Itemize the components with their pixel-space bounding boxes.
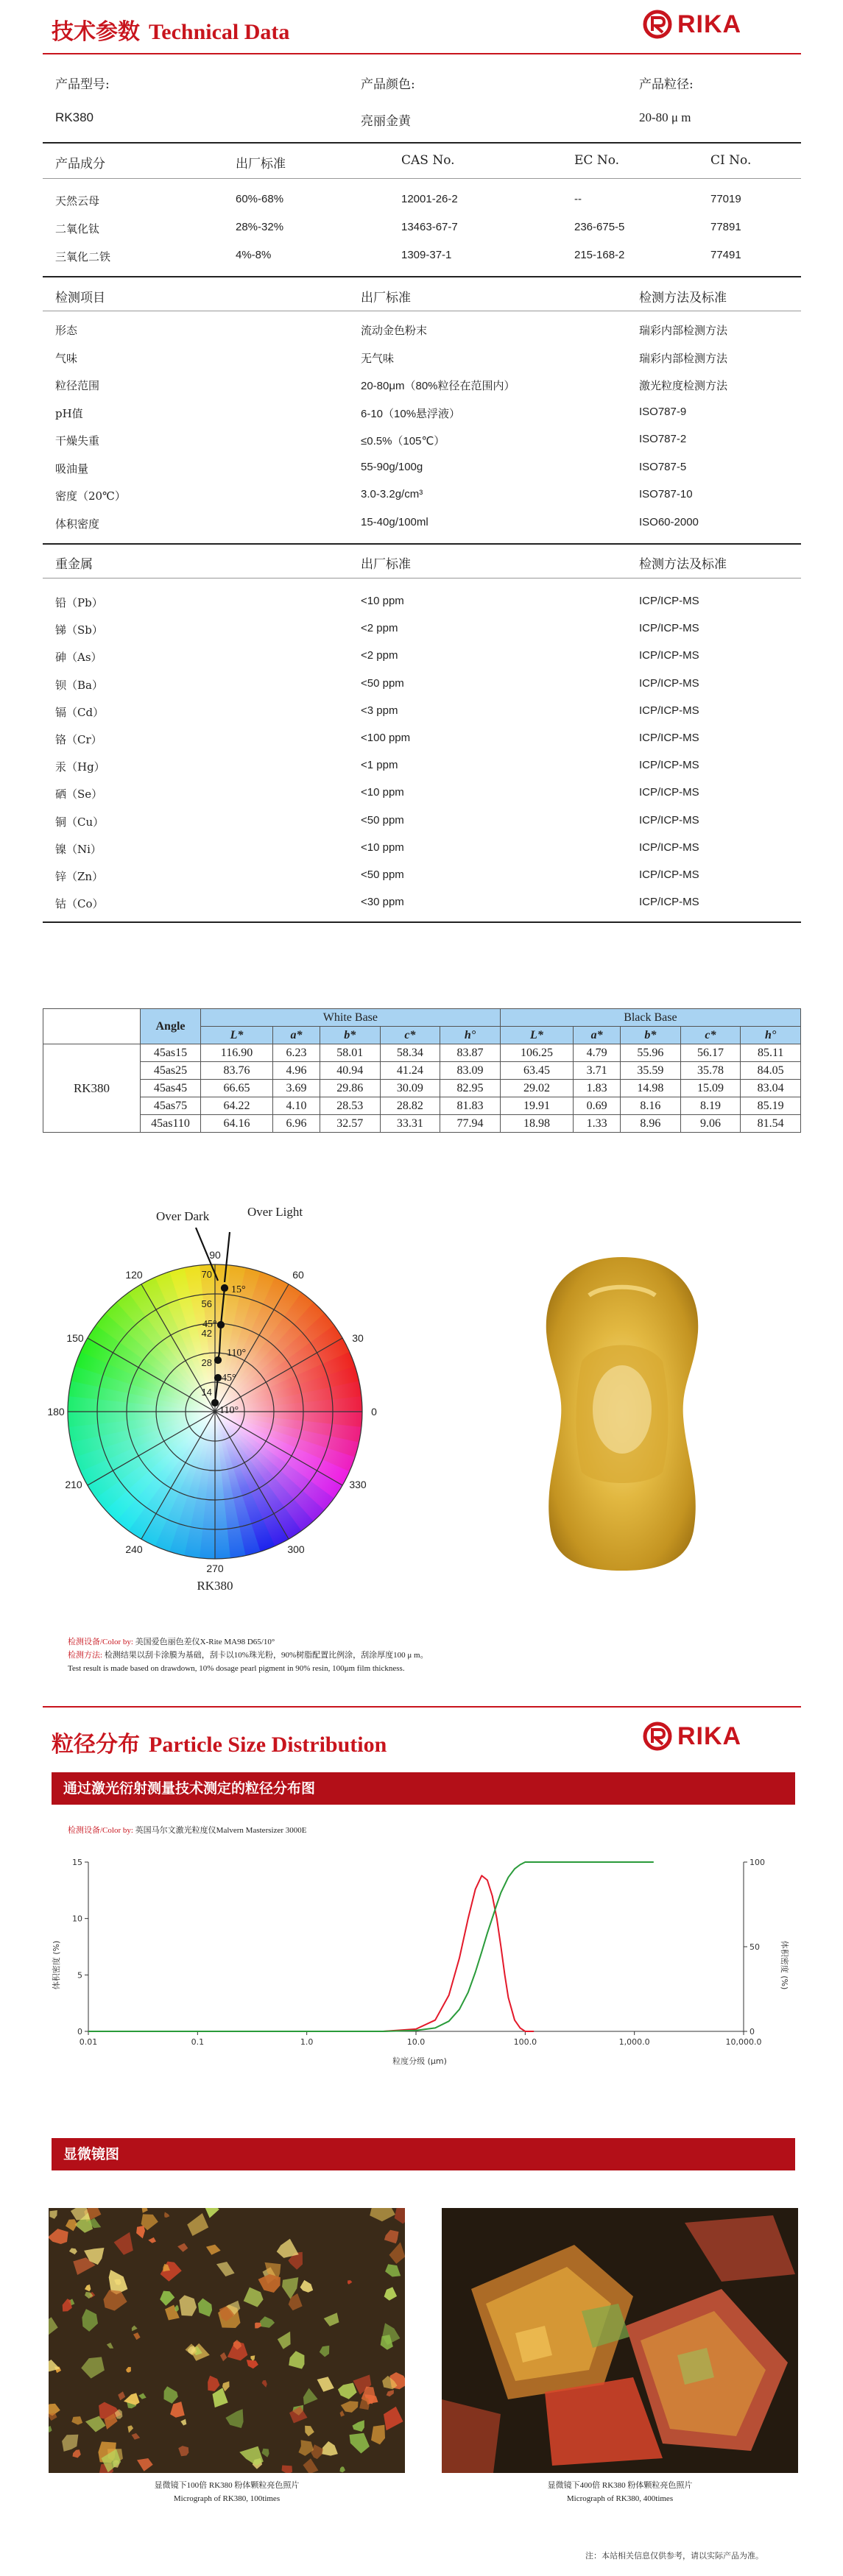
x-tick-label: 100.0: [513, 2037, 537, 2047]
white-value: 81.83: [440, 1097, 501, 1115]
point-45-dark: [215, 1375, 221, 1381]
deg-90: 90: [209, 1249, 221, 1261]
model-label: 产品型号:: [55, 77, 110, 92]
tests-cell: 无气味: [361, 351, 395, 365]
white-value: 83.87: [440, 1044, 501, 1062]
color-value: 亮丽金黄: [361, 114, 411, 129]
deg-120: 120: [125, 1269, 143, 1281]
composition-cell: 13463-67-7: [401, 221, 458, 233]
metals-cell: 砷（As）: [55, 651, 102, 665]
psd-title-zh: 粒径分布: [52, 1733, 140, 1757]
psd-series: [88, 1862, 654, 2031]
composition-cell: 77891: [710, 221, 741, 233]
metals-cell: ICP/ICP-MS: [639, 732, 699, 744]
color-col-header: L*: [201, 1027, 273, 1044]
tests-cell: 粒径范围: [55, 379, 100, 392]
right-caption-zh: 显微镜下400倍 RK380 粉体颗粒亮色照片: [547, 2481, 693, 2490]
tests-header: 检测项目: [55, 291, 105, 305]
metals-header: 出厂标准: [361, 557, 411, 572]
psd-y2label: 体积密度 (%): [780, 1940, 789, 1990]
deg-300: 300: [287, 1543, 305, 1555]
black-value: 0.69: [574, 1097, 621, 1115]
black-value: 84.05: [741, 1062, 801, 1080]
black-value: 9.06: [680, 1115, 741, 1133]
composition-cell: --: [574, 193, 582, 205]
composition-cell: 1309-37-1: [401, 249, 452, 261]
point-15: [222, 1285, 227, 1291]
angle-header: Angle: [141, 1009, 201, 1044]
composition-cell: 28%-32%: [236, 221, 284, 233]
white-value: 4.96: [272, 1062, 320, 1080]
white-base-header: White Base: [201, 1009, 501, 1027]
point-110-dark: [212, 1400, 218, 1406]
y2-tick-label: 0: [749, 2027, 755, 2037]
ring-70: 70: [201, 1269, 212, 1280]
metals-cell: ICP/ICP-MS: [639, 676, 699, 690]
tests-cell: ISO787-10: [639, 488, 693, 500]
metals-cell: ICP/ICP-MS: [639, 896, 699, 909]
point-45-light: [218, 1322, 224, 1328]
composition-header: CAS No.: [401, 153, 455, 168]
y2-tick-label: 100: [749, 1858, 765, 1867]
metals-cell: 铜（Cu）: [55, 815, 105, 829]
mark-15: 15°: [231, 1284, 246, 1295]
white-value: 3.69: [272, 1080, 320, 1097]
white-value: 40.94: [320, 1062, 380, 1080]
white-value: 64.22: [201, 1097, 273, 1115]
color-row: [43, 1044, 801, 1062]
polar-caption: RK380: [197, 1579, 233, 1593]
metals-cell: 锑（Sb）: [55, 623, 103, 637]
psd-bar: 通过激光衍射测量技术测定的粒径分布图: [52, 1772, 795, 1805]
psd-xlabel: 粒度分级 (μm): [392, 2056, 447, 2066]
mark-110b: 110°: [219, 1405, 239, 1416]
tests-cell: 流动金色粉末: [361, 324, 428, 337]
rika-logo-icon: [642, 1721, 673, 1752]
tests-cell: 体积密度: [55, 517, 100, 531]
black-value: 14.98: [621, 1080, 681, 1097]
black-value: 19.91: [500, 1097, 573, 1115]
psd-device: [68, 1824, 306, 1837]
tests-cell: 瑞彩内部检测方法: [639, 324, 728, 337]
tests-cell: ISO787-5: [639, 460, 687, 473]
tests-cell: ISO787-2: [639, 433, 687, 445]
series-density: [88, 1875, 534, 2031]
metals-header: 检测方法及标准: [639, 557, 727, 572]
title-en: Technical Data: [149, 20, 290, 44]
ring-56: 56: [201, 1298, 212, 1309]
metals-cell: 钡（Ba）: [55, 678, 103, 692]
color-row: [43, 1080, 801, 1097]
method-en: Test result is made based on drawdown, 10% dosage pearl pigment in 90% resin, 100μm film thickness.: [68, 1664, 405, 1673]
white-value: 30.09: [380, 1080, 440, 1097]
device-text: 美国爱色丽色差仪X-Rite MA98 D65/10°: [135, 1638, 275, 1646]
metals-cell: <50 ppm: [361, 868, 404, 881]
y-tick-label: 5: [77, 1970, 82, 1981]
white-value: 32.57: [320, 1115, 380, 1133]
composition-header: 产品成分: [55, 157, 105, 171]
composition-header: CI No.: [710, 153, 752, 168]
point-110-light: [215, 1357, 221, 1363]
black-value: 4.79: [574, 1044, 621, 1062]
tests-cell: 55-90g/100g: [361, 460, 423, 473]
color-notes: [68, 1635, 583, 1675]
y-tick-label: 15: [72, 1858, 82, 1867]
black-value: 106.25: [500, 1044, 573, 1062]
black-value: 8.19: [680, 1097, 741, 1115]
white-value: 77.94: [440, 1115, 501, 1133]
deg-270: 270: [206, 1563, 224, 1574]
color-col-header: h°: [741, 1027, 801, 1044]
metals-cell: <50 ppm: [361, 676, 404, 690]
divider: [43, 543, 801, 545]
tests-cell: ≤0.5%（105℃）: [361, 435, 445, 447]
color-label: 产品颜色:: [361, 77, 415, 92]
color-col-header: b*: [621, 1027, 681, 1044]
color-table: [43, 1008, 801, 1133]
tests-cell: 密度（20℃）: [55, 489, 126, 503]
metals-cell: ICP/ICP-MS: [639, 704, 699, 717]
deg-150: 150: [66, 1332, 84, 1344]
metals-cell: 镉（Cd）: [55, 705, 105, 719]
color-col-header: c*: [680, 1027, 741, 1044]
x-tick-label: 10.0: [406, 2037, 426, 2047]
deg-60: 60: [292, 1269, 304, 1281]
psd-device-text: 英国马尔文激光粒度仪Malvern Mastersizer 3000E: [135, 1826, 307, 1835]
white-value: 64.16: [201, 1115, 273, 1133]
black-value: 3.71: [574, 1062, 621, 1080]
tests-cell: 3.0-3.2g/cm³: [361, 488, 423, 500]
metals-cell: ICP/ICP-MS: [639, 759, 699, 772]
white-value: 6.96: [272, 1115, 320, 1133]
composition-cell: 4%-8%: [236, 249, 272, 261]
size-value: 20-80 μ m: [639, 110, 691, 124]
metals-cell: <50 ppm: [361, 813, 404, 827]
metals-cell: ICP/ICP-MS: [639, 868, 699, 881]
size-label: 产品粒径:: [639, 77, 694, 92]
composition-cell: 77019: [710, 193, 741, 205]
deg-240: 240: [125, 1543, 143, 1555]
product-cell: RK380: [43, 1044, 141, 1133]
right-caption-en: Micrograph of RK380, 400times: [566, 2494, 674, 2503]
color-col-header: a*: [272, 1027, 320, 1044]
color-row: [43, 1097, 801, 1115]
tests-cell: 激光粒度检测方法: [639, 379, 728, 392]
deg-210: 210: [65, 1479, 82, 1490]
right-caption: [442, 2479, 798, 2505]
metals-cell: <10 ppm: [361, 841, 404, 854]
metals-cell: <100 ppm: [361, 732, 411, 744]
psd-chart: [37, 1847, 817, 2068]
angle-cell: 45as110: [141, 1115, 201, 1133]
tests-cell: ISO787-9: [639, 405, 687, 418]
y-tick-label: 10: [72, 1914, 82, 1924]
tests-cell: 6-10（10%悬浮液）: [361, 407, 461, 420]
color-col-header: c*: [380, 1027, 440, 1044]
composition-cell: 12001-26-2: [401, 193, 458, 205]
logo-text: RIKA: [677, 10, 742, 38]
black-value: 1.83: [574, 1080, 621, 1097]
ring-28: 28: [201, 1357, 212, 1368]
divider: [43, 276, 801, 277]
white-value: 82.95: [440, 1080, 501, 1097]
y-tick-label: 0: [77, 2027, 82, 2037]
micrograph-100x: [49, 2208, 405, 2473]
black-value: 55.96: [621, 1044, 681, 1062]
page-title: [52, 13, 289, 46]
black-value: 35.59: [621, 1062, 681, 1080]
black-value: 35.78: [680, 1062, 741, 1080]
composition-cell: 215-168-2: [574, 249, 625, 261]
white-value: 28.53: [320, 1097, 380, 1115]
psd-ylabel: 体积密度 (%): [52, 1940, 61, 1990]
black-value: 63.45: [500, 1062, 573, 1080]
method-label: 检测方法:: [68, 1651, 103, 1660]
metals-cell: <2 ppm: [361, 622, 398, 635]
black-value: 83.04: [741, 1080, 801, 1097]
psd-title-en: Particle Size Distribution: [149, 1733, 387, 1757]
deg-180: 180: [47, 1406, 65, 1418]
tests-header: 出厂标准: [361, 291, 411, 305]
divider: [43, 142, 801, 144]
black-value: 81.54: [741, 1115, 801, 1133]
psd-device-label: 检测设备/Color by:: [68, 1826, 133, 1835]
angle-cell: 45as15: [141, 1044, 201, 1062]
white-value: 33.31: [380, 1115, 440, 1133]
white-value: 29.86: [320, 1080, 380, 1097]
tests-cell: 干燥失重: [55, 434, 100, 447]
metals-cell: ICP/ICP-MS: [639, 786, 699, 799]
mark-45b: 45°: [222, 1373, 236, 1384]
composition-header: EC No.: [574, 153, 620, 168]
x-tick-label: 0.01: [79, 2037, 98, 2047]
metals-cell: <2 ppm: [361, 649, 398, 662]
rika-logo-icon: [642, 9, 673, 40]
black-value: 18.98: [500, 1115, 573, 1133]
white-value: 116.90: [201, 1044, 273, 1062]
black-value: 8.16: [621, 1097, 681, 1115]
model-value: RK380: [55, 110, 94, 124]
angle-cell: 45as75: [141, 1097, 201, 1115]
white-value: 83.76: [201, 1062, 273, 1080]
white-value: 66.65: [201, 1080, 273, 1097]
metals-cell: ICP/ICP-MS: [639, 622, 699, 635]
black-value: 85.19: [741, 1097, 801, 1115]
metals-cell: 硒（Se）: [55, 788, 103, 802]
ring-14: 14: [201, 1387, 212, 1398]
mark-45: 45°: [202, 1319, 217, 1330]
metals-cell: ICP/ICP-MS: [639, 813, 699, 827]
metals-cell: <1 ppm: [361, 759, 398, 772]
black-value: 8.96: [621, 1115, 681, 1133]
divider: [43, 178, 801, 179]
angle-cell: 45as45: [141, 1080, 201, 1097]
logo-text: RIKA: [677, 1722, 742, 1750]
mark-110: 110°: [227, 1348, 247, 1359]
tests-cell: 15-40g/100ml: [361, 515, 428, 528]
white-value: 6.23: [272, 1044, 320, 1062]
white-value: 41.24: [380, 1062, 440, 1080]
microscope-bar: 显微镜图: [52, 2138, 795, 2170]
tests-cell: ISO60-2000: [639, 515, 699, 528]
divider: [43, 921, 801, 923]
footer-note: 注：本站相关信息仅供参考，请以实际产品为准。: [585, 2551, 763, 2561]
color-row: [43, 1115, 801, 1133]
polar-color-chart: [44, 1207, 390, 1597]
white-value: 4.10: [272, 1097, 320, 1115]
white-value: 28.82: [380, 1097, 440, 1115]
left-caption-en: Micrograph of RK380, 100times: [173, 2494, 281, 2503]
tests-header: 检测方法及标准: [639, 291, 727, 305]
micrograph-400x: [442, 2208, 798, 2473]
black-value: 15.09: [680, 1080, 741, 1097]
method-text: 检测结果以刮卡涂膜为基础，刮卡以10%珠光粉，90%树脂配置比例涂，刮涂厚度100 μ m。: [104, 1651, 428, 1660]
black-value: 85.11: [741, 1044, 801, 1062]
corner-cell: [43, 1009, 141, 1044]
deg-30: 30: [352, 1332, 364, 1344]
composition-header: 出厂标准: [236, 157, 286, 171]
metals-cell: <3 ppm: [361, 704, 398, 717]
angle-cell: 45as25: [141, 1062, 201, 1080]
x-tick-label: 1,000.0: [618, 2037, 650, 2047]
rika-logo-2: [642, 1721, 741, 1752]
composition-cell: 60%-68%: [236, 193, 284, 205]
over-light-label: Over Light: [247, 1207, 303, 1219]
ring-42: 42: [201, 1328, 212, 1339]
metals-cell: 汞（Hg）: [55, 760, 105, 774]
tests-cell: 瑞彩内部检测方法: [639, 351, 728, 365]
metals-cell: <10 ppm: [361, 786, 404, 799]
x-tick-label: 1.0: [300, 2037, 314, 2047]
x-tick-label: 10,000.0: [725, 2037, 762, 2047]
tests-cell: 形态: [55, 324, 78, 337]
tests-cell: 20-80μm（80%粒径在范围内）: [361, 380, 515, 392]
rika-logo: [642, 9, 741, 40]
metals-cell: <10 ppm: [361, 595, 404, 607]
white-value: 83.09: [440, 1062, 501, 1080]
left-caption-zh: 显微镜下100倍 RK380 粉体颗粒亮色照片: [154, 2481, 300, 2490]
deg-330: 330: [349, 1479, 367, 1490]
black-value: 29.02: [500, 1080, 573, 1097]
metals-cell: <30 ppm: [361, 896, 404, 909]
metals-cell: ICP/ICP-MS: [639, 649, 699, 662]
metals-header: 重金属: [55, 557, 93, 572]
metals-cell: ICP/ICP-MS: [639, 595, 699, 607]
left-caption: [49, 2479, 405, 2505]
composition-cell: 三氧化二铁: [55, 250, 111, 263]
title-zh: 技术参数: [52, 20, 140, 44]
metals-cell: 铬（Cr）: [55, 733, 102, 746]
psd-axes: [72, 1858, 765, 2047]
tests-cell: 吸油量: [55, 461, 89, 475]
composition-cell: 二氧化钛: [55, 222, 100, 236]
color-col-header: h°: [440, 1027, 501, 1044]
metals-cell: 镍（Ni）: [55, 842, 102, 856]
tests-cell: 气味: [55, 351, 78, 365]
y2-tick-label: 50: [749, 1942, 760, 1952]
tests-cell: pH值: [55, 406, 83, 420]
composition-cell: 77491: [710, 249, 741, 261]
composition-cell: 天然云母: [55, 194, 100, 208]
device-label: 检测设备/Color by:: [68, 1638, 133, 1646]
car-swatch: [537, 1251, 707, 1575]
black-value: 1.33: [574, 1115, 621, 1133]
x-tick-label: 0.1: [191, 2037, 205, 2047]
metals-cell: 钴（Co）: [55, 897, 104, 911]
over-dark-label: Over Dark: [156, 1209, 210, 1223]
header-divider: [43, 53, 801, 54]
white-value: 58.34: [380, 1044, 440, 1062]
color-row: [43, 1062, 801, 1080]
black-value: 56.17: [680, 1044, 741, 1062]
composition-cell: 236-675-5: [574, 221, 625, 233]
color-col-header: b*: [320, 1027, 380, 1044]
psd-title: [52, 1726, 387, 1758]
metals-cell: ICP/ICP-MS: [639, 841, 699, 854]
metals-cell: 锌（Zn）: [55, 870, 104, 883]
deg-0: 0: [371, 1406, 377, 1418]
section-divider: [43, 1706, 801, 1708]
black-base-header: Black Base: [500, 1009, 800, 1027]
series-cumulative: [88, 1862, 654, 2031]
white-value: 58.01: [320, 1044, 380, 1062]
color-col-header: a*: [574, 1027, 621, 1044]
metals-cell: 铅（Pb）: [55, 596, 103, 609]
color-col-header: L*: [500, 1027, 573, 1044]
